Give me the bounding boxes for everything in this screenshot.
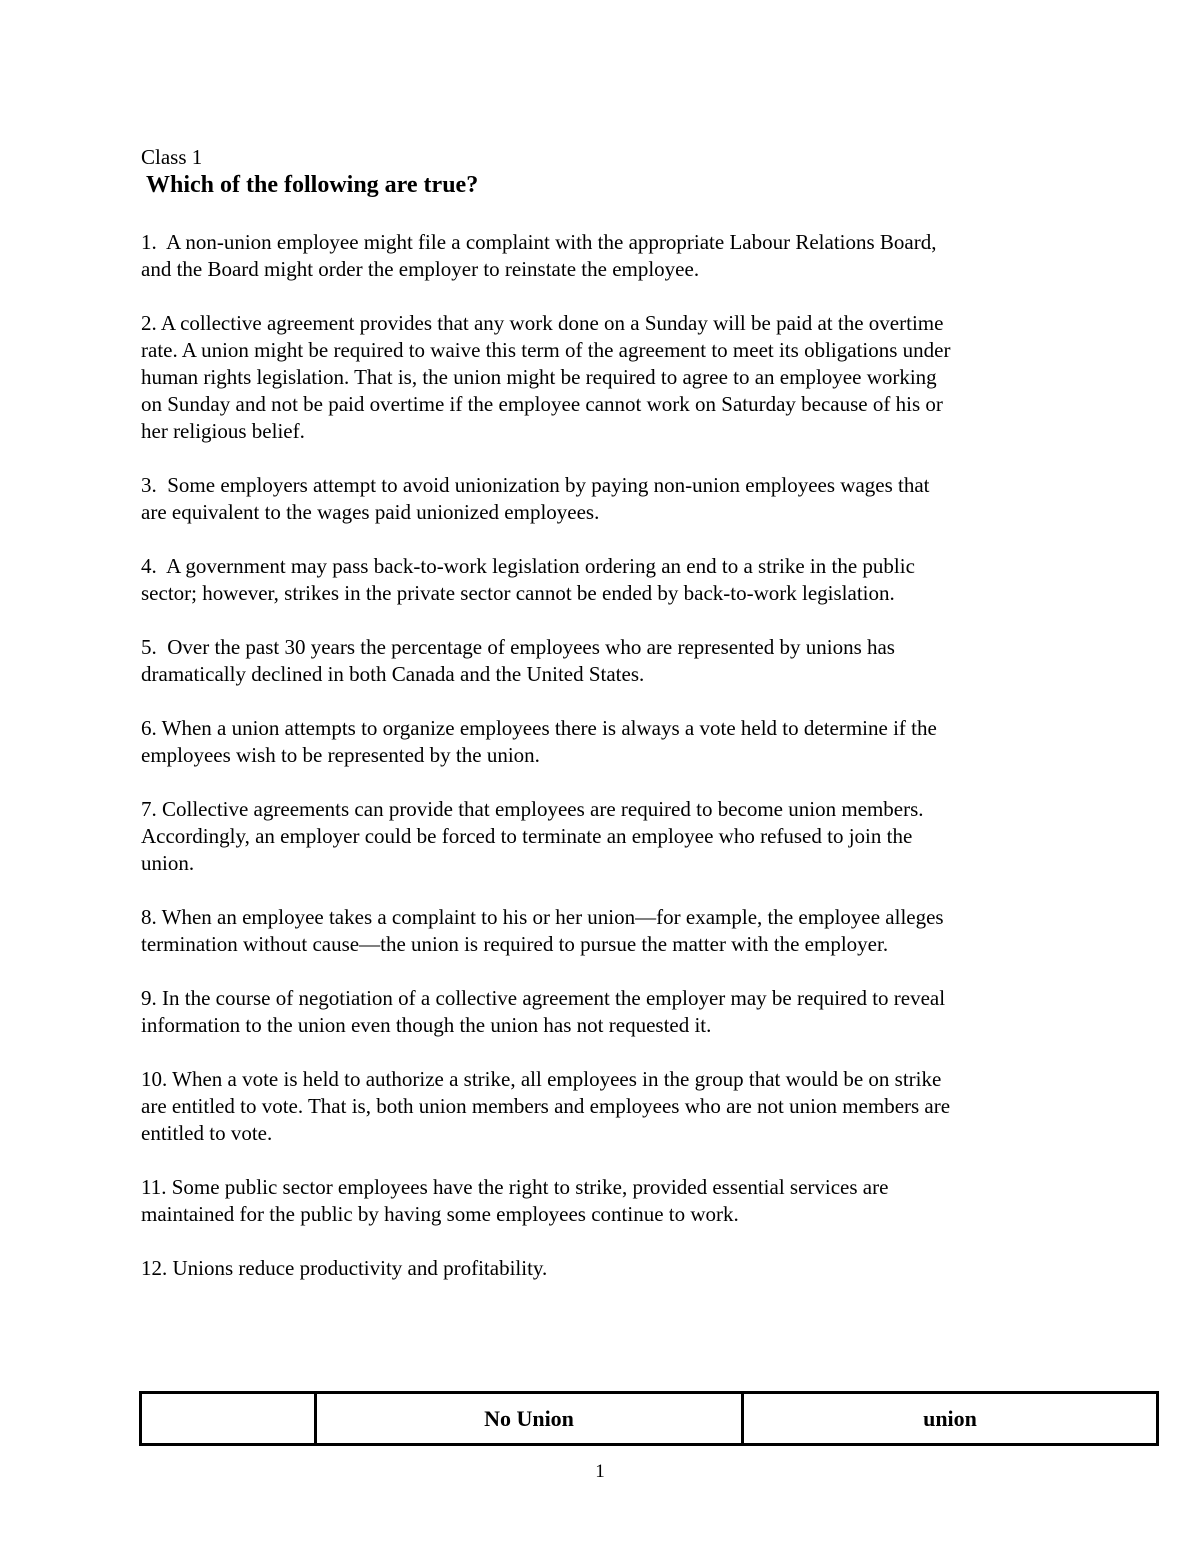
question-item-6: 6. When a union attempts to organize employees there is always a vote held to determine if the employees wish to be represented by the union.	[141, 716, 937, 767]
page-number: 1	[595, 1461, 605, 1482]
question-item-11: 11. Some public sector employees have the right to strike, provided essential services are maintained for the public by having some employees continue to work.	[141, 1175, 889, 1226]
question-item-5: 5. Over the past 30 years the percentage of employees who are represented by unions has dramatically declined in both Canada and the United States.	[141, 635, 895, 686]
table-header-union: union	[743, 1393, 1158, 1445]
question-item-4: 4. A government may pass back-to-work legislation ordering an end to a strike in the public sector; however, strikes in the private sector cannot be ended by back-to-work legislation.	[141, 554, 915, 605]
question-item-7: 7. Collective agreements can provide that employees are required to become union members. Accordingly, an employer could be forced to terminate an employee who refused to join the union.	[141, 797, 924, 875]
question-list	[141, 229, 1071, 1309]
class-label: Class 1	[141, 145, 203, 169]
table-header-blank	[141, 1393, 316, 1445]
comparison-table	[139, 1391, 1159, 1446]
question-item-12: 12. Unions reduce productivity and profitability.	[141, 1256, 548, 1280]
page-heading: Which of the following are true?	[146, 172, 479, 198]
question-item-9: 9. In the course of negotiation of a collective agreement the employer may be required to reveal information to the union even though the union has not requested it.	[141, 986, 946, 1037]
question-item-2: 2. A collective agreement provides that any work done on a Sunday will be paid at the overtime rate. A union might be required to waive this term of the agreement to meet its obligations under human rights legislation. That is, the union might be required to agree to an employee working on Sunday and not be paid overtime if the employee cannot work on Saturday because of his or her religious belief.	[141, 311, 951, 443]
question-item-3: 3. Some employers attempt to avoid unionization by paying non-union employees wages that are equivalent to the wages paid unionized employees.	[141, 473, 930, 524]
table-header-row	[141, 1393, 1158, 1445]
question-item-10: 10. When a vote is held to authorize a strike, all employees in the group that would be on strike are entitled to vote. That is, both union members and employees who are not union members are entitled to vote.	[141, 1067, 951, 1145]
question-item-8: 8. When an employee takes a complaint to his or her union—for example, the employee alleges termination without cause—the union is required to pursue the matter with the employer.	[141, 905, 944, 956]
table-header-no-union: No Union	[316, 1393, 743, 1445]
question-item-1: 1. A non-union employee might file a complaint with the appropriate Labour Relations Board, and the Board might order the employer to reinstate the employee.	[141, 230, 937, 281]
comparison-table-wrapper	[139, 1391, 1159, 1446]
